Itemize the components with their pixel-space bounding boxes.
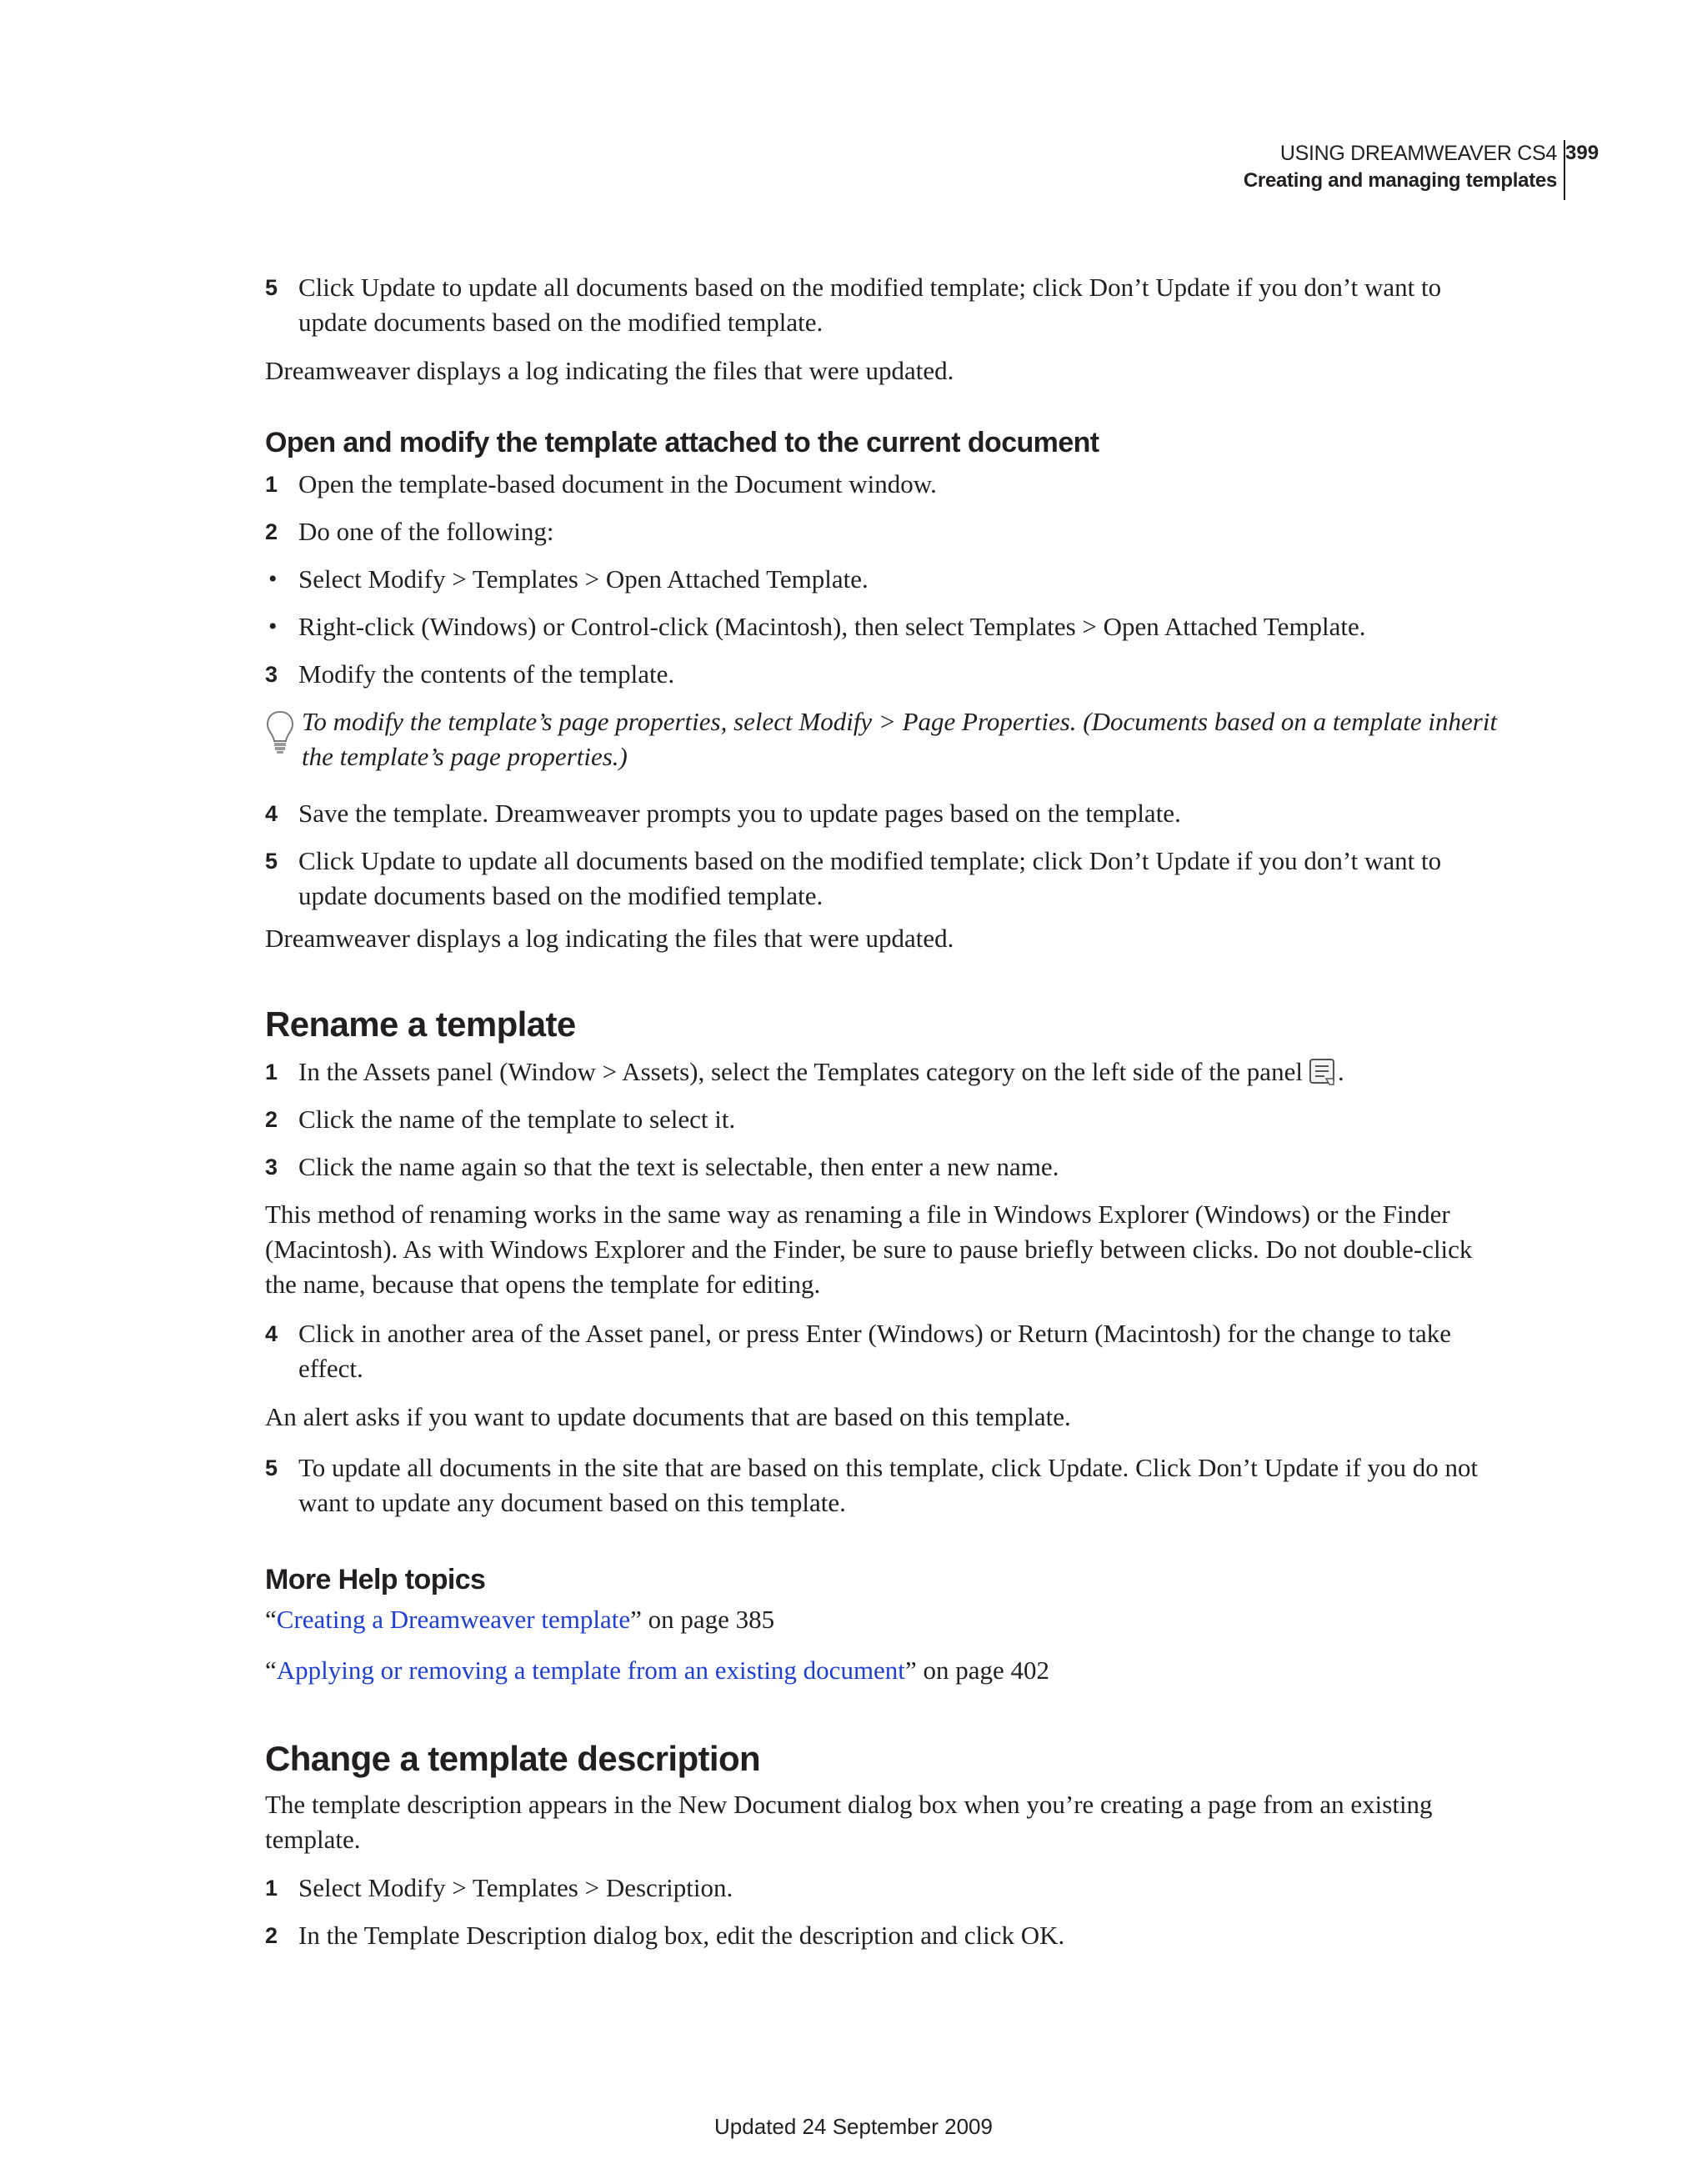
result-text: Dreamweaver displays a log indicating the files that were updated. [265, 356, 954, 385]
step-text: In the Template Description dialog box, edit the description and click OK. [298, 1921, 1065, 1950]
chapter-title: Creating and managing templates [1243, 169, 1557, 192]
step-number: 2 [265, 1107, 278, 1132]
step-item [265, 270, 1507, 340]
step-number: 1 [265, 1876, 278, 1901]
step-text: Click Update to update all documents based on the modified template; click Don’t Update if you don’t want to update documents based on the modified template. [298, 273, 1442, 337]
running-header [1244, 140, 1557, 195]
step-text: Do one of the following: [298, 517, 554, 546]
step-text: Click the name of the template to select it. [298, 1105, 736, 1134]
rename-note: This method of renaming works in the same way as renaming a file in Windows Explorer (Windows) or the Finder (Macintosh). As with Windows Explorer and the Finder, be sure to pause briefly between clicks. Do not double-click the name, because that opens the template for editing. [265, 1200, 1473, 1299]
step-item [265, 657, 1507, 692]
bullet-text: Select Modify > Templates > Open Attached Template. [298, 564, 869, 594]
step-number: 4 [265, 1321, 278, 1346]
footer-updated-date: Updated 24 September 2009 [714, 2114, 993, 2139]
book-title: USING DREAMWEAVER CS4 [1279, 142, 1557, 165]
step-text: Click the name again so that the text is selectable, then enter a new name. [298, 1152, 1059, 1181]
step-number: 2 [265, 519, 278, 544]
step-number: 5 [265, 1455, 278, 1480]
step-item [265, 1054, 1507, 1089]
page-reference: ” on page 385 [630, 1605, 775, 1634]
step-text: To update all documents in the site that are based on this template, click Update. Click Don’t Update if you do not want to update any document based on this template. [298, 1453, 1479, 1517]
step-number: 3 [265, 1155, 278, 1180]
tip-callout [265, 704, 1507, 774]
help-link-line [265, 1602, 1507, 1637]
step-number: 2 [265, 1923, 278, 1948]
bullet-mark: • [268, 565, 278, 593]
help-link-line [265, 1653, 1507, 1688]
step-text: Modify the contents of the template. [298, 659, 675, 689]
step-item [265, 1316, 1507, 1386]
page-reference: ” on page 402 [904, 1656, 1049, 1685]
step-item [265, 796, 1507, 831]
templates-category-icon [1308, 1057, 1338, 1087]
section-heading-description: Change a template description [265, 1739, 761, 1778]
bullet-item [265, 609, 1507, 644]
step-text: Click in another area of the Asset panel, or press Enter (Windows) or Return (Macintosh) for the change to take effect. [298, 1319, 1451, 1383]
step-number: 1 [265, 1059, 278, 1084]
quote-open: “ [265, 1656, 277, 1685]
page-number: 399 [1565, 142, 1599, 164]
step-text [298, 1054, 1507, 1089]
step-text: Save the template. Dreamweaver prompts you to update pages based on the template. [298, 799, 1181, 828]
step-item [265, 1102, 1507, 1137]
step-item [265, 1450, 1507, 1520]
result-text: Dreamweaver displays a log indicating the files that were updated. [265, 924, 954, 953]
section-heading-open-modify: Open and modify the template attached to the current document [265, 427, 1099, 458]
step-item [265, 467, 1507, 502]
lightbulb-icon [265, 709, 295, 756]
alert-text: An alert asks if you want to update documents that are based on this template. [265, 1402, 1071, 1431]
step-text-end: . [1337, 1057, 1344, 1086]
step-number: 5 [265, 275, 278, 300]
step-text: Select Modify > Templates > Description. [298, 1873, 733, 1902]
step-number: 1 [265, 472, 278, 497]
step-number: 5 [265, 849, 278, 874]
step-text: Click Update to update all documents based on the modified template; click Don’t Update if you don’t want to update documents based on the modified template. [298, 846, 1442, 910]
step-text: Open the template-based document in the Document window. [298, 469, 937, 498]
link-applying-removing-template[interactable]: Applying or removing a template from an existing document [276, 1656, 905, 1685]
step-item [265, 844, 1507, 914]
step-item [265, 1918, 1507, 1953]
step-number: 3 [265, 662, 278, 687]
tip-text: To modify the template’s page properties, select Modify > Page Properties. (Documents based on a template inherit the template’s page properties.) [302, 707, 1498, 771]
step-item [265, 514, 1507, 549]
description-intro: The template description appears in the New Document dialog box when you’re creating a page from an existing template. [265, 1790, 1433, 1854]
step-item [265, 1150, 1507, 1185]
more-help-heading: More Help topics [265, 1564, 486, 1595]
section-heading-rename: Rename a template [265, 1004, 576, 1044]
bullet-text: Right-click (Windows) or Control-click (Macintosh), then select Templates > Open Attached Template. [298, 612, 1366, 641]
link-creating-template[interactable]: Creating a Dreamweaver template [276, 1605, 631, 1634]
step-item [265, 1871, 1507, 1906]
step-number: 4 [265, 801, 278, 826]
step-text-body: In the Assets panel (Window > Assets), select the Templates category on the left side of the panel [298, 1057, 1303, 1086]
quote-open: “ [265, 1605, 277, 1634]
bullet-mark: • [268, 613, 278, 640]
bullet-item [265, 562, 1507, 597]
